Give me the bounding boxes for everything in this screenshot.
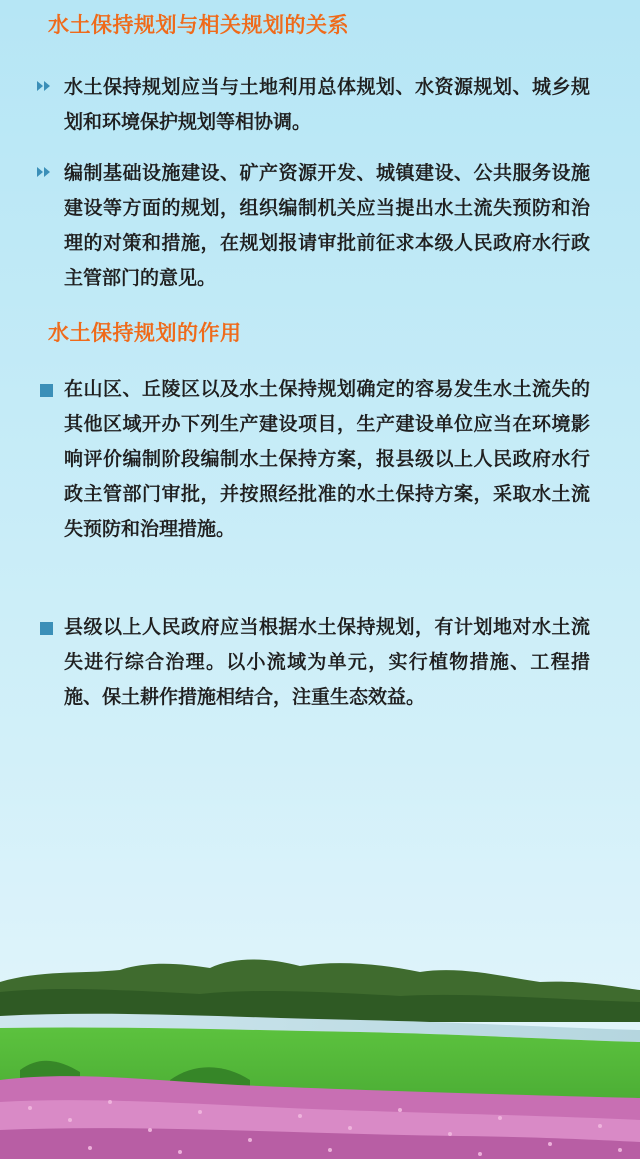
section-title-relations: 水土保持规划与相关规划的关系 — [48, 13, 349, 37]
double-arrow-icon — [36, 79, 54, 93]
square-bullet-icon — [40, 622, 53, 635]
list-item-text: 编制基础设施建设、矿产资源开发、城镇建设、公共服务设施建设等方面的规划，组织编制机关应当提出水土流失预防和治理的对策和措施，在规划报请审批前征求本级人民政府水行政主管部门的意见。 — [64, 162, 590, 289]
list-item — [36, 372, 596, 547]
list-item — [36, 70, 596, 140]
section-title-role: 水土保持规划的作用 — [48, 321, 242, 345]
list-item — [36, 156, 596, 296]
square-bullet-icon — [40, 384, 53, 397]
landscape-image — [0, 930, 640, 1159]
list-item-text: 在山区、丘陵区以及水土保持规划确定的容易发生水土流失的其他区域开办下列生产建设项目，生产建设单位应当在环境影响评价编制阶段编制水土保持方案，报县级以上人民政府水行政主管部门审批，并按照经批准的水土保持方案，采取水土流失预防和治理措施。 — [64, 378, 590, 540]
list-item — [36, 610, 596, 715]
list-item-text: 水土保持规划应当与土地利用总体规划、水资源规划、城乡规划和环境保护规划等相协调。 — [64, 76, 590, 133]
double-arrow-icon — [36, 165, 54, 179]
list-item-text: 县级以上人民政府应当根据水土保持规划，有计划地对水土流失进行综合治理。以小流域为单元，实行植物措施、工程措施、保土耕作措施相结合，注重生态效益。 — [64, 616, 590, 708]
